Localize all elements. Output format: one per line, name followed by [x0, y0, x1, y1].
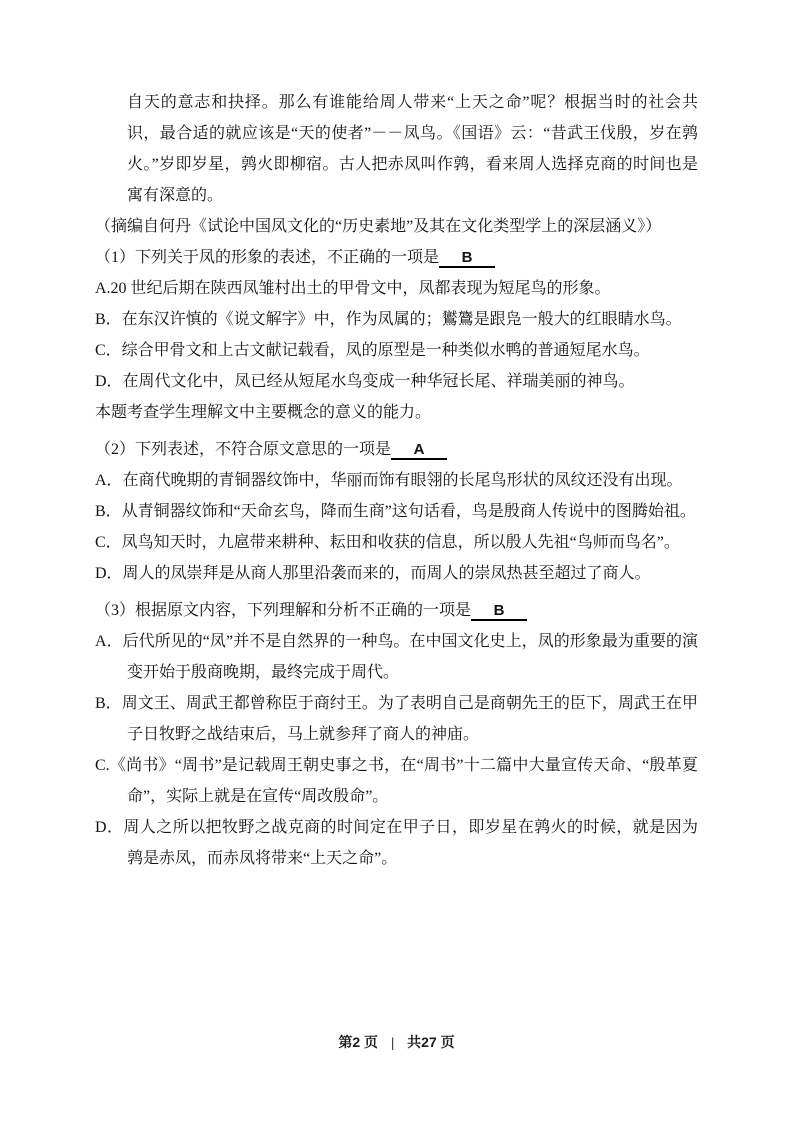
page-footer: [0, 1031, 793, 1055]
question-2-answer-blank: A: [391, 441, 447, 460]
question-1-answer-blank: B: [439, 249, 495, 268]
question-1: [95, 242, 698, 397]
question-2-option-d: D．周人的凤崇拜是从商人那里沿袭而来的，而周人的崇凤热甚至超过了商人。: [95, 565, 651, 582]
question-1-option-d: D．在周代文化中，凤已经从短尾水鸟变成一种华冠长尾、祥瑞美丽的神鸟。: [95, 373, 635, 390]
question-3-option-a: A．后代所见的“凤”并不是自然界的一种鸟。在中国文化史上，凤的形象最为重要的演变开始于殷商晚期，最终完成于周代。: [95, 633, 698, 681]
question-1-option-c: C．综合甲骨文和上古文献记载看，凤的原型是一种类似水鸭的普通短尾水鸟。: [95, 342, 650, 359]
question-3-stem-text: （3）根据原文内容，下列理解和分析不正确的一项是: [95, 602, 472, 619]
analysis-note: 本题考查学生理解文中主要概念的意义的能力。: [95, 404, 432, 421]
footer-total-pages: 共27 页: [407, 1034, 455, 1050]
question-1-option-a: A.20 世纪后期在陕西凤雏村出土的甲骨文中，凤都表现为短尾鸟的形象。: [95, 280, 611, 297]
question-2-stem: [95, 434, 698, 465]
footer-page-number: 第2 页: [338, 1034, 379, 1050]
question-3-answer-blank: B: [471, 602, 527, 621]
footer-separator: |: [391, 1036, 395, 1051]
question-3-option-b: B．周文王、周武王都曾称臣于商纣王。为了表明自己是商朝先王的臣下，周武王在甲子日牧野之战结束后，马上就参拜了商人的神庙。: [95, 695, 698, 743]
source-attribution: （摘编自何丹《试论中国凤文化的“历史素地”及其在文化类型学上的深层涵义》）: [95, 218, 662, 235]
question-1-stem: [95, 242, 698, 273]
question-2: [95, 434, 698, 589]
question-2-stem-text: （2）下列表述，不符合原文意思的一项是: [95, 441, 392, 458]
question-3-option-d: D．周人之所以把牧野之战克商的时间定在甲子日，即岁星在鹑火的时候，就是因为鹑是赤凤，而赤凤将带来“上天之命”。: [95, 819, 698, 867]
question-3-option-c: C.《尚书》“周书”是记载周王朝史事之书，在“周书”十二篇中大量宣传天命、“殷革夏命”，实际上就是在宣传“周改殷命”。: [95, 757, 698, 805]
question-2-option-c: C．凤鸟知天时，九扈带来耕种、耘田和收获的信息，所以殷人先祖“鸟师而鸟名”。: [95, 534, 680, 551]
question-1-stem-text: （1）下列关于凤的形象的表述，不正确的一项是: [95, 249, 440, 266]
question-3-stem: [95, 595, 698, 626]
question-3: [95, 595, 698, 874]
question-2-option-b: B．从青铜器纹饰和“天命玄鸟，降而生商”这句话看，鸟是殷商人传说中的图腾始祖。: [95, 503, 696, 520]
question-2-option-a: A．在商代晚期的青铜器纹饰中，华丽而饰有眼翎的长尾鸟形状的凤纹还没有出现。: [95, 472, 683, 489]
document-content: [95, 87, 698, 874]
question-1-option-b: B．在东汉许慎的《说文解字》中，作为凤属的；鸑鷟是跟凫一般大的红眼睛水鸟。: [95, 311, 682, 328]
intro-paragraph: 自天的意志和抉择。那么有谁能给周人带来“上天之命”呢？根据当时的社会共识，最合适的就应该是“天的使者”－－凤鸟。《国语》云：“昔武王伐殷，岁在鹑火。”岁即岁星，鹑火即柳宿。古人把赤凤叫作鹑，看来周人选择克商的时间也是寓有深意的。: [127, 94, 698, 204]
